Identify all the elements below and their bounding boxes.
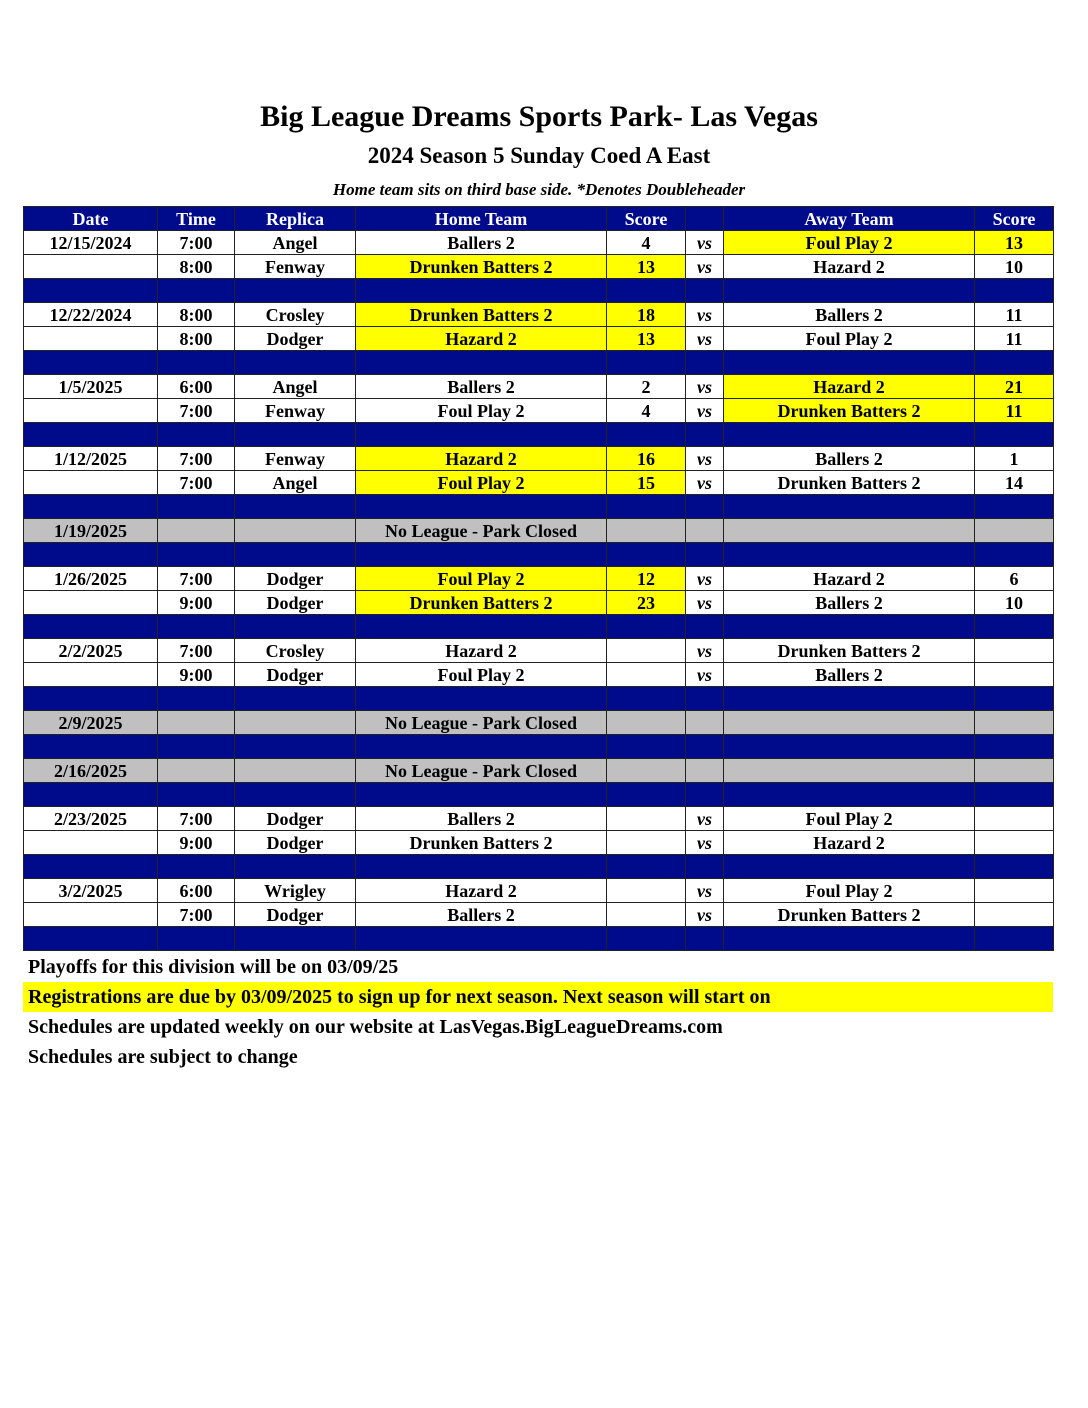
away-team-cell: Drunken Batters 2 [724, 471, 975, 495]
separator-cell [724, 687, 975, 711]
separator-cell [975, 351, 1054, 375]
week-separator [24, 735, 1054, 759]
away-team-cell: Hazard 2 [724, 831, 975, 855]
separator-cell [235, 735, 356, 759]
separator-cell [235, 495, 356, 519]
closed-message: No League - Park Closed [356, 519, 607, 543]
replica-cell: Fenway [235, 399, 356, 423]
home-score-cell [607, 711, 686, 735]
separator-cell [158, 423, 235, 447]
home-team-cell: Ballers 2 [356, 807, 607, 831]
away-score-cell [975, 639, 1054, 663]
away-team-cell: Foul Play 2 [724, 327, 975, 351]
separator-cell [158, 351, 235, 375]
time-cell: 7:00 [158, 399, 235, 423]
separator-cell [724, 543, 975, 567]
home-score-cell: 4 [607, 399, 686, 423]
vs-cell: vs [686, 303, 724, 327]
home-team-cell: Ballers 2 [356, 375, 607, 399]
week-separator [24, 543, 1054, 567]
time-cell: 8:00 [158, 303, 235, 327]
home-score-cell [607, 831, 686, 855]
vs-cell: vs [686, 567, 724, 591]
replica-cell: Fenway [235, 255, 356, 279]
home-score-cell: 16 [607, 447, 686, 471]
separator-cell [607, 855, 686, 879]
away-score-cell: 14 [975, 471, 1054, 495]
game-row [24, 879, 1054, 903]
home-team-cell: Foul Play 2 [356, 663, 607, 687]
separator-cell [686, 687, 724, 711]
closed-message: No League - Park Closed [356, 759, 607, 783]
date-cell: 1/12/2025 [24, 447, 158, 471]
separator-cell [235, 927, 356, 951]
separator-cell [235, 687, 356, 711]
date-cell [24, 591, 158, 615]
away-score-cell: 10 [975, 255, 1054, 279]
separator-cell [724, 615, 975, 639]
separator-cell [356, 279, 607, 303]
separator-cell [607, 735, 686, 759]
schedule-body [24, 231, 1054, 951]
home-team-cell: Foul Play 2 [356, 471, 607, 495]
separator-cell [356, 783, 607, 807]
separator-cell [686, 927, 724, 951]
away-score-cell [975, 831, 1054, 855]
date-cell: 1/19/2025 [24, 519, 158, 543]
time-cell [158, 519, 235, 543]
vs-cell [686, 711, 724, 735]
separator-cell [975, 615, 1054, 639]
away-team-cell: Drunken Batters 2 [724, 903, 975, 927]
away-team-cell: Ballers 2 [724, 303, 975, 327]
home-team-cell: Drunken Batters 2 [356, 591, 607, 615]
week-separator [24, 423, 1054, 447]
home-team-note: Home team sits on third base side. *Denotes Doubleheader [332, 180, 746, 199]
away-score-cell: 11 [975, 399, 1054, 423]
separator-cell [975, 735, 1054, 759]
time-cell [158, 759, 235, 783]
separator-cell [975, 543, 1054, 567]
replica-cell: Fenway [235, 447, 356, 471]
separator-cell [607, 543, 686, 567]
away-score-cell [975, 903, 1054, 927]
website-note: Schedules are updated weekly on our website at LasVegas.BigLeagueDreams.com [28, 1016, 723, 1038]
separator-cell [686, 783, 724, 807]
time-cell: 9:00 [158, 663, 235, 687]
replica-cell [235, 759, 356, 783]
time-cell: 6:00 [158, 375, 235, 399]
home-score-cell: 13 [607, 327, 686, 351]
home-team-cell: Hazard 2 [356, 327, 607, 351]
col-replica: Replica [235, 207, 356, 231]
home-score-cell: 2 [607, 375, 686, 399]
vs-cell: vs [686, 903, 724, 927]
date-cell [24, 831, 158, 855]
separator-cell [724, 927, 975, 951]
away-team-cell [724, 519, 975, 543]
away-score-cell: 1 [975, 447, 1054, 471]
week-separator [24, 783, 1054, 807]
away-score-cell: 10 [975, 591, 1054, 615]
separator-cell [356, 855, 607, 879]
game-row [24, 663, 1054, 687]
separator-cell [235, 855, 356, 879]
away-score-cell [975, 711, 1054, 735]
col-time: Time [158, 207, 235, 231]
home-team-cell: Drunken Batters 2 [356, 303, 607, 327]
col-away-team: Away Team [724, 207, 975, 231]
vs-cell [686, 519, 724, 543]
date-cell [24, 255, 158, 279]
game-row [24, 471, 1054, 495]
week-separator [24, 351, 1054, 375]
closed-row [24, 711, 1054, 735]
col-vs [686, 207, 724, 231]
home-score-cell: 15 [607, 471, 686, 495]
date-cell: 12/15/2024 [24, 231, 158, 255]
away-score-cell [975, 759, 1054, 783]
week-separator [24, 855, 1054, 879]
separator-cell [24, 351, 158, 375]
separator-cell [686, 735, 724, 759]
separator-cell [975, 279, 1054, 303]
replica-cell: Angel [235, 471, 356, 495]
week-separator [24, 495, 1054, 519]
home-score-cell [607, 663, 686, 687]
away-team-cell: Hazard 2 [724, 375, 975, 399]
away-team-cell: Drunken Batters 2 [724, 639, 975, 663]
footer-notes [23, 952, 1053, 1072]
separator-cell [356, 687, 607, 711]
home-team-cell: Drunken Batters 2 [356, 255, 607, 279]
date-cell [24, 327, 158, 351]
home-team-cell: Hazard 2 [356, 879, 607, 903]
away-score-cell: 6 [975, 567, 1054, 591]
separator-cell [607, 615, 686, 639]
away-score-cell: 11 [975, 303, 1054, 327]
home-score-cell [607, 807, 686, 831]
separator-cell [24, 423, 158, 447]
separator-cell [24, 279, 158, 303]
separator-cell [356, 543, 607, 567]
separator-cell [686, 615, 724, 639]
separator-cell [975, 783, 1054, 807]
home-team-cell: Hazard 2 [356, 447, 607, 471]
week-separator [24, 927, 1054, 951]
vs-cell: vs [686, 639, 724, 663]
date-cell [24, 903, 158, 927]
separator-cell [235, 351, 356, 375]
home-team-cell: Ballers 2 [356, 231, 607, 255]
separator-cell [975, 855, 1054, 879]
separator-cell [686, 279, 724, 303]
game-row [24, 639, 1054, 663]
home-team-cell: Drunken Batters 2 [356, 831, 607, 855]
closed-message: No League - Park Closed [356, 711, 607, 735]
away-team-cell: Foul Play 2 [724, 231, 975, 255]
away-team-cell: Ballers 2 [724, 591, 975, 615]
game-row [24, 807, 1054, 831]
time-cell: 9:00 [158, 831, 235, 855]
away-team-cell: Foul Play 2 [724, 879, 975, 903]
separator-cell [686, 495, 724, 519]
home-team-cell: Foul Play 2 [356, 567, 607, 591]
separator-cell [686, 855, 724, 879]
separator-cell [356, 495, 607, 519]
vs-cell: vs [686, 327, 724, 351]
separator-cell [24, 495, 158, 519]
replica-cell [235, 711, 356, 735]
separator-cell [724, 351, 975, 375]
game-row [24, 447, 1054, 471]
time-cell: 7:00 [158, 807, 235, 831]
separator-cell [24, 615, 158, 639]
replica-cell: Wrigley [235, 879, 356, 903]
time-cell: 7:00 [158, 639, 235, 663]
replica-cell: Angel [235, 375, 356, 399]
separator-cell [24, 927, 158, 951]
vs-cell: vs [686, 399, 724, 423]
separator-cell [158, 783, 235, 807]
separator-cell [235, 783, 356, 807]
home-score-cell: 23 [607, 591, 686, 615]
away-team-cell: Ballers 2 [724, 447, 975, 471]
away-score-cell: 13 [975, 231, 1054, 255]
away-score-cell: 11 [975, 327, 1054, 351]
away-score-cell: 21 [975, 375, 1054, 399]
separator-cell [158, 495, 235, 519]
vs-cell: vs [686, 879, 724, 903]
game-row [24, 303, 1054, 327]
separator-cell [724, 783, 975, 807]
separator-cell [724, 495, 975, 519]
away-team-cell: Hazard 2 [724, 255, 975, 279]
replica-cell: Dodger [235, 663, 356, 687]
week-separator [24, 687, 1054, 711]
home-score-cell: 18 [607, 303, 686, 327]
header-row [24, 207, 1054, 231]
separator-cell [158, 735, 235, 759]
replica-cell: Dodger [235, 567, 356, 591]
vs-cell [686, 759, 724, 783]
week-separator [24, 615, 1054, 639]
vs-cell: vs [686, 831, 724, 855]
col-home-team: Home Team [356, 207, 607, 231]
registration-note: Registrations are due by 03/09/2025 to sign up for next season. Next season will start on [23, 982, 1053, 1012]
separator-cell [975, 423, 1054, 447]
replica-cell: Angel [235, 231, 356, 255]
game-row [24, 831, 1054, 855]
separator-cell [24, 783, 158, 807]
home-team-cell: Ballers 2 [356, 903, 607, 927]
separator-cell [975, 687, 1054, 711]
vs-cell: vs [686, 807, 724, 831]
home-score-cell [607, 639, 686, 663]
replica-cell: Dodger [235, 591, 356, 615]
away-team-cell: Ballers 2 [724, 663, 975, 687]
separator-cell [235, 423, 356, 447]
separator-cell [686, 351, 724, 375]
date-cell [24, 663, 158, 687]
separator-cell [356, 615, 607, 639]
week-separator [24, 279, 1054, 303]
vs-cell: vs [686, 591, 724, 615]
separator-cell [158, 615, 235, 639]
separator-cell [356, 423, 607, 447]
replica-cell: Dodger [235, 903, 356, 927]
away-score-cell [975, 807, 1054, 831]
replica-cell: Dodger [235, 327, 356, 351]
home-score-cell: 12 [607, 567, 686, 591]
time-cell: 8:00 [158, 255, 235, 279]
home-team-cell: Hazard 2 [356, 639, 607, 663]
home-score-cell [607, 759, 686, 783]
date-cell: 1/5/2025 [24, 375, 158, 399]
home-team-cell: Foul Play 2 [356, 399, 607, 423]
away-score-cell [975, 663, 1054, 687]
date-cell: 3/2/2025 [24, 879, 158, 903]
closed-row [24, 759, 1054, 783]
schedule-table [23, 206, 1054, 951]
separator-cell [356, 927, 607, 951]
separator-cell [686, 423, 724, 447]
replica-cell: Crosley [235, 303, 356, 327]
away-team-cell: Hazard 2 [724, 567, 975, 591]
replica-cell: Dodger [235, 807, 356, 831]
vs-cell: vs [686, 663, 724, 687]
col-away-score: Score [975, 207, 1054, 231]
away-score-cell [975, 519, 1054, 543]
time-cell: 7:00 [158, 471, 235, 495]
separator-cell [356, 351, 607, 375]
away-team-cell [724, 759, 975, 783]
separator-cell [24, 855, 158, 879]
separator-cell [975, 495, 1054, 519]
separator-cell [607, 423, 686, 447]
vs-cell: vs [686, 375, 724, 399]
separator-cell [24, 543, 158, 567]
col-date: Date [24, 207, 158, 231]
vs-cell: vs [686, 471, 724, 495]
separator-cell [724, 735, 975, 759]
separator-cell [356, 735, 607, 759]
time-cell: 9:00 [158, 591, 235, 615]
replica-cell [235, 519, 356, 543]
game-row [24, 399, 1054, 423]
separator-cell [607, 351, 686, 375]
away-team-cell: Drunken Batters 2 [724, 399, 975, 423]
time-cell: 7:00 [158, 447, 235, 471]
replica-cell: Crosley [235, 639, 356, 663]
separator-cell [975, 927, 1054, 951]
game-row [24, 903, 1054, 927]
home-score-cell [607, 519, 686, 543]
separator-cell [235, 279, 356, 303]
date-cell: 12/22/2024 [24, 303, 158, 327]
page-title: Big League Dreams Sports Park- Las Vegas [260, 100, 818, 133]
vs-cell: vs [686, 447, 724, 471]
separator-cell [724, 279, 975, 303]
date-cell [24, 471, 158, 495]
separator-cell [158, 687, 235, 711]
game-row [24, 231, 1054, 255]
separator-cell [158, 543, 235, 567]
date-cell: 2/23/2025 [24, 807, 158, 831]
game-row [24, 327, 1054, 351]
separator-cell [158, 927, 235, 951]
separator-cell [607, 687, 686, 711]
separator-cell [24, 735, 158, 759]
away-team-cell: Foul Play 2 [724, 807, 975, 831]
col-home-score: Score [607, 207, 686, 231]
playoffs-note: Playoffs for this division will be on 03/09/25 [28, 956, 399, 978]
away-score-cell [975, 879, 1054, 903]
vs-cell: vs [686, 231, 724, 255]
date-cell: 2/9/2025 [24, 711, 158, 735]
separator-cell [607, 495, 686, 519]
replica-cell: Dodger [235, 831, 356, 855]
time-cell: 7:00 [158, 567, 235, 591]
time-cell: 8:00 [158, 327, 235, 351]
game-row [24, 255, 1054, 279]
date-cell: 1/26/2025 [24, 567, 158, 591]
game-row [24, 567, 1054, 591]
home-score-cell: 4 [607, 231, 686, 255]
separator-cell [607, 783, 686, 807]
vs-cell: vs [686, 255, 724, 279]
date-cell: 2/16/2025 [24, 759, 158, 783]
disclaimer-note: Schedules are subject to change [28, 1046, 298, 1068]
home-score-cell [607, 903, 686, 927]
separator-cell [724, 855, 975, 879]
separator-cell [235, 615, 356, 639]
separator-cell [607, 927, 686, 951]
time-cell: 6:00 [158, 879, 235, 903]
separator-cell [158, 855, 235, 879]
time-cell: 7:00 [158, 903, 235, 927]
game-row [24, 375, 1054, 399]
separator-cell [158, 279, 235, 303]
separator-cell [235, 543, 356, 567]
home-score-cell [607, 879, 686, 903]
date-cell [24, 399, 158, 423]
date-cell: 2/2/2025 [24, 639, 158, 663]
separator-cell [686, 543, 724, 567]
separator-cell [24, 687, 158, 711]
separator-cell [724, 423, 975, 447]
closed-row [24, 519, 1054, 543]
game-row [24, 591, 1054, 615]
time-cell: 7:00 [158, 231, 235, 255]
time-cell [158, 711, 235, 735]
home-score-cell: 13 [607, 255, 686, 279]
away-team-cell [724, 711, 975, 735]
season-subtitle: 2024 Season 5 Sunday Coed A East [367, 143, 711, 168]
separator-cell [607, 279, 686, 303]
